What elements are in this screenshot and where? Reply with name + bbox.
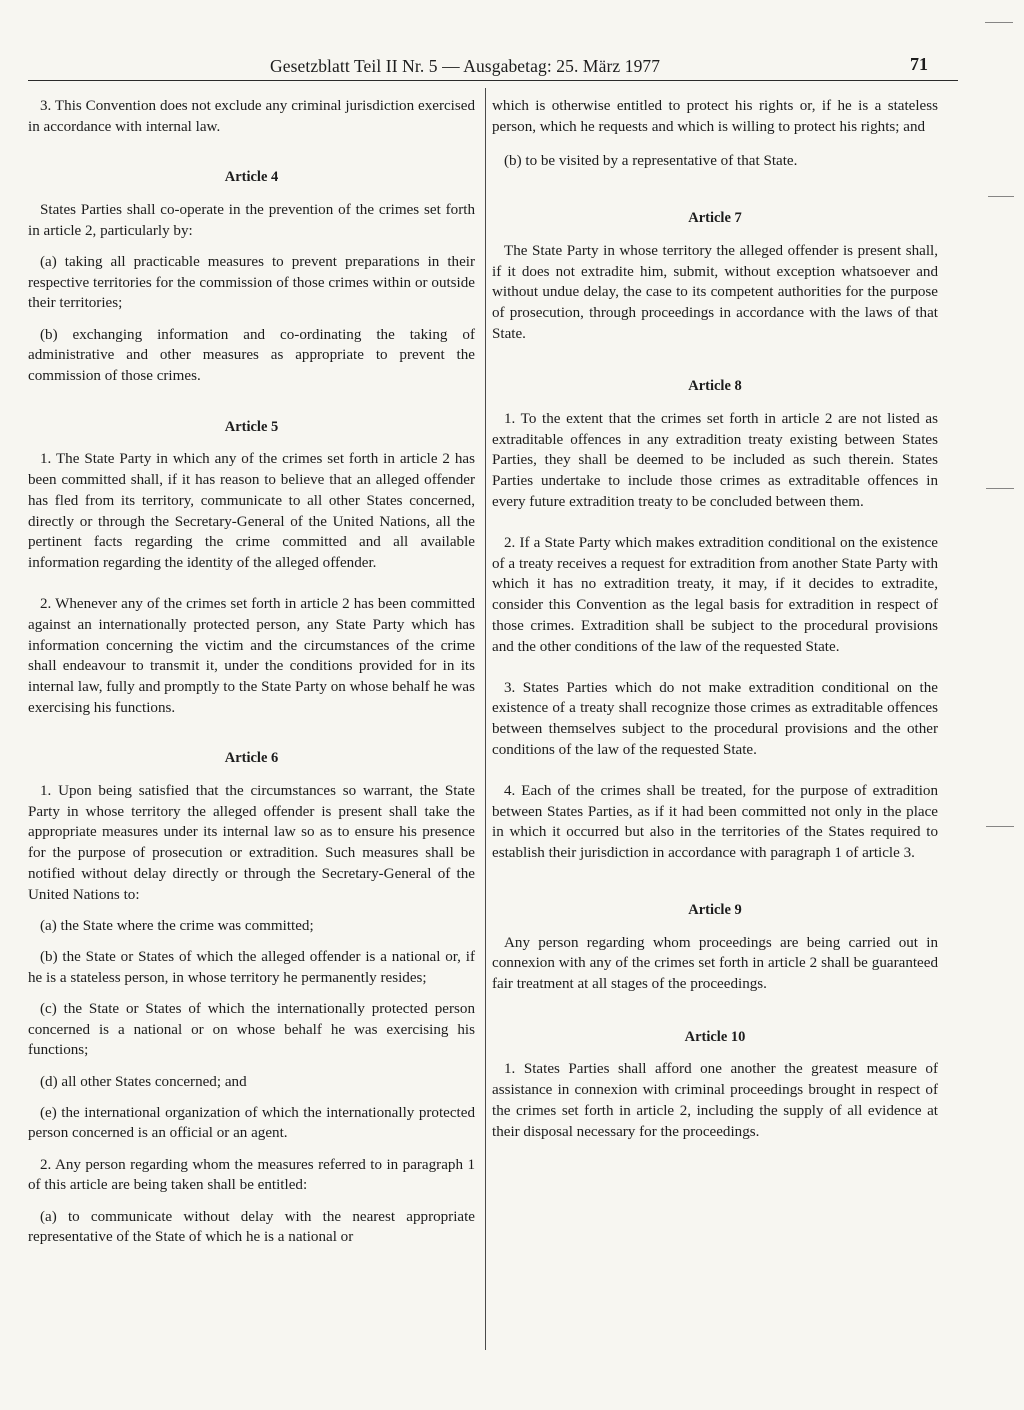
article-6-paragraph-1: 1. Upon being satisfied that the circumstances so warrant, the State Party in whose territory the alleged offender is present shall take the appropriate measures under its internal law so as to ensure his presence for the purpose of prosecution or extradition. Such measures shall be notified without delay directly or through the Secretary-General of the United Nations to:	[28, 783, 475, 903]
article-5-heading: Article 5	[224, 418, 279, 435]
left-column	[28, 96, 475, 1258]
article-7-text: The State Party in whose territory the alleged offender is present shall, if it does not extradite him, submit, without exception whatsoever and without undue delay, the case to its competent authorities for the purpose of prosecution, through proceedings in accordance with the laws of that State.	[492, 242, 938, 342]
article-3-paragraph-3: 3. This Convention does not exclude any criminal jurisdiction exercised in accordance with internal law.	[28, 98, 475, 135]
page-header	[0, 52, 1024, 82]
article-10-paragraph-1: 1. States Parties shall afford one another the greatest measure of assistance in connexion with criminal proceedings brought in respect of the crimes set forth in article 2, including the supply of all evidence at their disposal necessary for the proceedings.	[492, 1061, 938, 1140]
article-4-item-a: (a) taking all practicable measures to prevent preparations in their respective territories for the commission of those crimes within or outside their territories;	[28, 254, 475, 312]
column-divider	[485, 88, 486, 1350]
article-4-heading: Article 4	[224, 169, 279, 186]
article-7-heading: Article 7	[688, 210, 742, 227]
article-9-text: Any person regarding whom proceedings are being carried out in connexion with any of the crimes set forth in article 2 shall be guaranteed fair treatment at all stages of the proceedings.	[492, 934, 938, 992]
article-5-paragraph-2: 2. Whenever any of the crimes set forth in article 2 has been committed against an internationally protected person, any State Party which has information concerning the victim and the circumstances of the crime shall endeavour to transmit it, under the conditions provided for in its internal law, fully and promptly to the State Party on whose behalf he was exercising his functions.	[28, 596, 475, 716]
article-6-item-e: (e) the international organization of which the internationally protected person concerned is an official or an agent.	[28, 1104, 475, 1142]
article-8-paragraph-1: 1. To the extent that the crimes set forth in article 2 are not listed as extraditable offences in any extradition treaty existing between States Parties, they shall be deemed to be included as such therein. States Parties undertake to include those crimes as extraditable offences in every future extradition treaty to be concluded between them.	[492, 411, 938, 510]
article-6-heading: Article 6	[224, 750, 279, 767]
article-6-paragraph-2: 2. Any person regarding whom the measures referred to in paragraph 1 of this article are being taken shall be entitled:	[28, 1156, 475, 1194]
article-6-paragraph-2-item-a: (a) to communicate without delay with the nearest appropriate representative of the State of which he is a national or	[28, 1208, 475, 1246]
header-rule	[28, 80, 958, 81]
article-6-item-d: (d) all other States concerned; and	[40, 1073, 247, 1090]
article-9-heading: Article 9	[688, 901, 742, 918]
margin-mark	[988, 196, 1014, 197]
article-10-heading: Article 10	[684, 1028, 746, 1045]
article-6-paragraph-2-item-a-continued: which is otherwise entitled to protect his rights or, if he is a stateless person, which he requests and which is willing to protect his rights; and	[492, 98, 938, 135]
article-5-paragraph-1: 1. The State Party in which any of the crimes set forth in article 2 has been committed shall, if it has reason to believe that an alleged offender has fled from its territory, communicate to all other States concerned, directly or through the Secretary-General of the United Nations, all the pertinent facts regarding the crime committed and all available information regarding the identity of the alleged offender.	[28, 451, 475, 571]
article-4-item-b: (b) exchanging information and co-ordinating the taking of administrative and other measures as appropriate to prevent the commission of those crimes.	[28, 326, 475, 385]
article-8-paragraph-4: 4. Each of the crimes shall be treated, for the purpose of extradition between States Parties, as if it had been committed not only in the place in which it occurred but also in the territories of the States required to establish their jurisdiction in accordance with paragraph 1 of article 3.	[492, 783, 938, 862]
margin-mark	[986, 488, 1014, 489]
margin-mark	[986, 826, 1014, 827]
article-4-intro: States Parties shall co-operate in the prevention of the crimes set forth in article 2, particularly by:	[28, 202, 475, 239]
article-8-heading: Article 8	[688, 378, 742, 395]
margin-mark	[985, 22, 1013, 23]
article-6-item-c: (c) the State or States of which the internationally protected person concerned is a national or on whose behalf he was exercising his functions;	[28, 1000, 475, 1059]
article-8-paragraph-2: 2. If a State Party which makes extradition conditional on the existence of a treaty receives a request for extradition from another State Party with which it has no extradition treaty, it may, if it decides to extradite, consider this Convention as the legal basis for extradition in respect of those crimes. Extradition shall be subject to the procedural provisions and the other conditions of the law of the requested State.	[492, 535, 938, 655]
article-6-item-b: (b) the State or States of which the alleged offender is a national or, if he is a stateless person, in whose territory he permanently resides;	[28, 949, 475, 986]
article-6-item-a: (a) the State where the crime was committed;	[40, 917, 314, 934]
article-6-paragraph-2-item-b: (b) to be visited by a representative of that State.	[504, 153, 798, 170]
article-8-paragraph-3: 3. States Parties which do not make extradition conditional on the existence of a treaty shall recognize those crimes as extraditable offences between themselves subject to the procedural provisions and the other conditions of the law of the requested State.	[492, 679, 938, 758]
right-column	[492, 96, 938, 1153]
gazette-header-title: Gesetzblatt Teil II Nr. 5 — Ausgabetag: 25. März 1977	[270, 56, 661, 76]
page-number: 71	[910, 54, 928, 74]
